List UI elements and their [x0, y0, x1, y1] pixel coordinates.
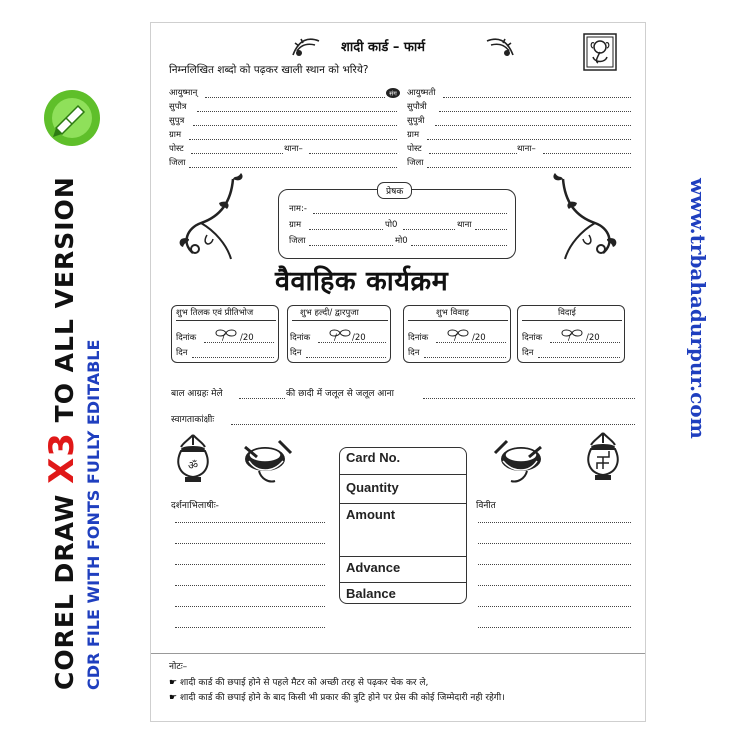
event-day-label: दिन [176, 348, 188, 358]
dholak-left-icon [239, 433, 295, 493]
event-box-vidai [517, 305, 625, 363]
note-title: नोटः– [169, 662, 188, 672]
note-item [169, 690, 505, 703]
field-label-supautri: सुपौत्री [407, 102, 427, 112]
event-box-tilak [171, 305, 279, 363]
event-day-line[interactable] [306, 357, 386, 358]
field-label-post-left: पोस्ट [169, 144, 184, 154]
card-divider [340, 503, 466, 504]
field-line-jila-right[interactable] [427, 167, 631, 168]
infinity-ornament-icon [326, 322, 354, 341]
balance-label: Balance [346, 586, 396, 601]
shehnai-left-icon [291, 35, 321, 63]
floral-left-icon [171, 173, 261, 267]
darshan-line[interactable] [175, 564, 325, 565]
field-line-ayushman[interactable] [205, 97, 385, 98]
swagat-line[interactable] [231, 424, 635, 425]
banner-x3: X3 [42, 432, 82, 484]
kalash-right-icon [583, 431, 623, 489]
note-text-2: शादी कार्ड की छपाई होने के बाद किसी भी प्रकार की त्रुटि होने पर प्रेस की कोई जिम्मेदारी नही रहेगी। [179, 693, 505, 703]
event-day-label: दिन [408, 348, 420, 358]
banner-title: COREL DRAW X3 TO ALL VERSION [42, 176, 82, 690]
sender-thana-line[interactable] [475, 229, 507, 230]
programme-title: वैवाहिक कार्यक्रम [275, 266, 449, 297]
event-date-year: /20 [472, 333, 486, 343]
vinit-label: विनीत [476, 501, 496, 511]
field-line-post-right[interactable] [429, 153, 517, 154]
coreldraw-logo-icon [42, 88, 102, 148]
infinity-ornament-icon [558, 322, 586, 341]
infinity-ornament-icon [212, 322, 240, 341]
event-date-line[interactable] [436, 342, 506, 343]
vinit-line[interactable] [478, 522, 631, 523]
field-label-thana-left: थाना– [284, 144, 303, 154]
svg-text:संग: संग [389, 90, 397, 98]
pointing-hand-icon: ☛ [169, 678, 180, 688]
note-text-1: शादी कार्ड की छपाई होने से पहले मैटर को अच्छी तरह से पढ़कर चेक कर ले, [179, 678, 429, 688]
form-title: शादी कार्ड – फार्म [341, 40, 426, 55]
pointing-hand-icon: ☛ [169, 693, 180, 703]
event-date-label: दिनांक [522, 333, 543, 343]
event-date-sep: / [568, 333, 571, 343]
kalash-left-icon [173, 433, 213, 489]
amount-label: Amount [346, 507, 396, 522]
right-banner [676, 170, 716, 550]
event-date-sep: / [334, 333, 337, 343]
sender-jila-line[interactable] [309, 245, 393, 246]
card-divider [340, 582, 466, 583]
sangam-emblem-icon [385, 84, 401, 103]
advance-label: Advance [346, 560, 401, 575]
card-no-label: Card No. [346, 450, 401, 465]
vinit-line[interactable] [478, 543, 631, 544]
event-date-year: /20 [586, 333, 600, 343]
form-sheet [150, 22, 646, 722]
field-line-gram-left[interactable] [189, 139, 397, 140]
field-label-ayushmati: आयुष्मती [407, 88, 436, 98]
event-date-line[interactable] [204, 342, 274, 343]
sender-gram-line[interactable] [309, 229, 383, 230]
note-item [169, 675, 428, 688]
field-label-suputri: सुपुत्री [407, 116, 425, 126]
field-label-suputra: सुपुत्र [169, 116, 185, 126]
event-day-line[interactable] [538, 357, 620, 358]
event-divider [292, 320, 388, 321]
darshan-label: दर्शनाभिलाषीः- [171, 501, 219, 511]
event-date-year: /20 [240, 333, 254, 343]
event-divider [176, 320, 276, 321]
ganesh-icon [583, 33, 617, 75]
field-label-jila-left: जिला [169, 158, 186, 168]
dholak-right-icon [491, 433, 547, 493]
sender-po-line[interactable] [403, 229, 455, 230]
field-label-gram-right: ग्राम [407, 130, 420, 140]
sender-gram-label: ग्राम [289, 220, 302, 230]
darshan-line[interactable] [175, 585, 325, 586]
darshan-line[interactable] [175, 627, 325, 628]
sender-thana-label: थाना [457, 220, 472, 230]
vinit-line[interactable] [478, 606, 631, 607]
sender-mobile-label: मो0 [395, 236, 408, 246]
bal-aagrah-line[interactable] [423, 398, 635, 399]
event-title-vivah: शुभ विवाह [436, 308, 469, 318]
sender-name-label: नाम:- [289, 204, 307, 214]
vinit-line[interactable] [478, 585, 631, 586]
event-day-label: दिन [522, 348, 534, 358]
left-banner [42, 170, 122, 730]
floral-right-icon [535, 173, 625, 267]
banner-subtitle: CDR FILE WITH FONTS FULLY EDITABLE [84, 339, 103, 690]
quantity-label: Quantity [346, 480, 399, 495]
event-title-haldi: शुभ हल्दी/ द्वारपुजा [300, 308, 359, 318]
infinity-ornament-icon [444, 322, 472, 341]
event-date-label: दिनांक [290, 333, 311, 343]
event-title-tilak: शुभ तिलक एवं प्रीतिभोज [176, 308, 254, 318]
card-divider [340, 556, 466, 557]
website-label: www.trbahadurpur.com [686, 178, 710, 439]
field-label-jila-right: जिला [407, 158, 424, 168]
card-divider [340, 474, 466, 475]
sender-mobile-line[interactable] [411, 245, 507, 246]
event-box-vivah [403, 305, 511, 363]
instruction-text: निम्नलिखित शब्दो को पढ़कर खाली स्थान को भरिये? [169, 64, 369, 76]
field-label-gram-left: ग्राम [169, 130, 182, 140]
event-day-line[interactable] [424, 357, 506, 358]
bal-aagrah-text: की छादी में जलूल से जलूल आना [286, 389, 394, 399]
darshan-line[interactable] [175, 543, 325, 544]
field-line-jila-left[interactable] [189, 167, 397, 168]
field-line-ayushmati[interactable] [443, 97, 631, 98]
event-title-vidai: विदाई [558, 308, 576, 318]
darshan-line[interactable] [175, 606, 325, 607]
event-day-label: दिन [290, 348, 302, 358]
svg-text:ॐ: ॐ [187, 459, 199, 472]
darshan-line[interactable] [175, 522, 325, 523]
event-divider [408, 320, 508, 321]
event-date-sep: / [454, 333, 457, 343]
sender-box-title: प्रेषक [377, 182, 412, 199]
sender-name-line[interactable] [313, 213, 507, 214]
field-line-supautra[interactable] [197, 111, 397, 112]
field-line-post-left[interactable] [191, 153, 283, 154]
card-details-box [339, 447, 467, 604]
field-line-suputri[interactable] [435, 125, 631, 126]
field-label-thana-right: थाना– [517, 144, 536, 154]
field-line-supautri[interactable] [439, 111, 631, 112]
note-divider [151, 653, 645, 654]
event-box-haldi [287, 305, 391, 363]
sender-po-label: पो0 [385, 220, 398, 230]
event-date-label: दिनांक [408, 333, 429, 343]
event-day-line[interactable] [192, 357, 274, 358]
event-date-year: /20 [352, 333, 366, 343]
vinit-line[interactable] [478, 564, 631, 565]
swagat-label: स्वागताकांक्षीः [171, 415, 215, 425]
bal-aagrah-label: बाल आग्रहः मेले [171, 389, 223, 399]
event-date-sep: / [222, 333, 225, 343]
vinit-line[interactable] [478, 627, 631, 628]
field-label-post-right: पोस्ट [407, 144, 422, 154]
event-divider [522, 320, 622, 321]
event-date-line[interactable] [550, 342, 620, 343]
field-line-thana-left[interactable] [309, 153, 397, 154]
field-line-suputra[interactable] [193, 125, 397, 126]
sender-jila-label: जिला [289, 236, 306, 246]
field-line-gram-right[interactable] [427, 139, 631, 140]
field-label-ayushman: आयुष्मान् [169, 88, 198, 98]
bal-aagrah-name-line[interactable] [239, 398, 285, 399]
field-line-thana-right[interactable] [543, 153, 631, 154]
shehnai-right-icon [485, 35, 515, 63]
event-date-label: दिनांक [176, 333, 197, 343]
field-label-supautra: सुपौत्र [169, 102, 187, 112]
sender-box [278, 189, 516, 259]
